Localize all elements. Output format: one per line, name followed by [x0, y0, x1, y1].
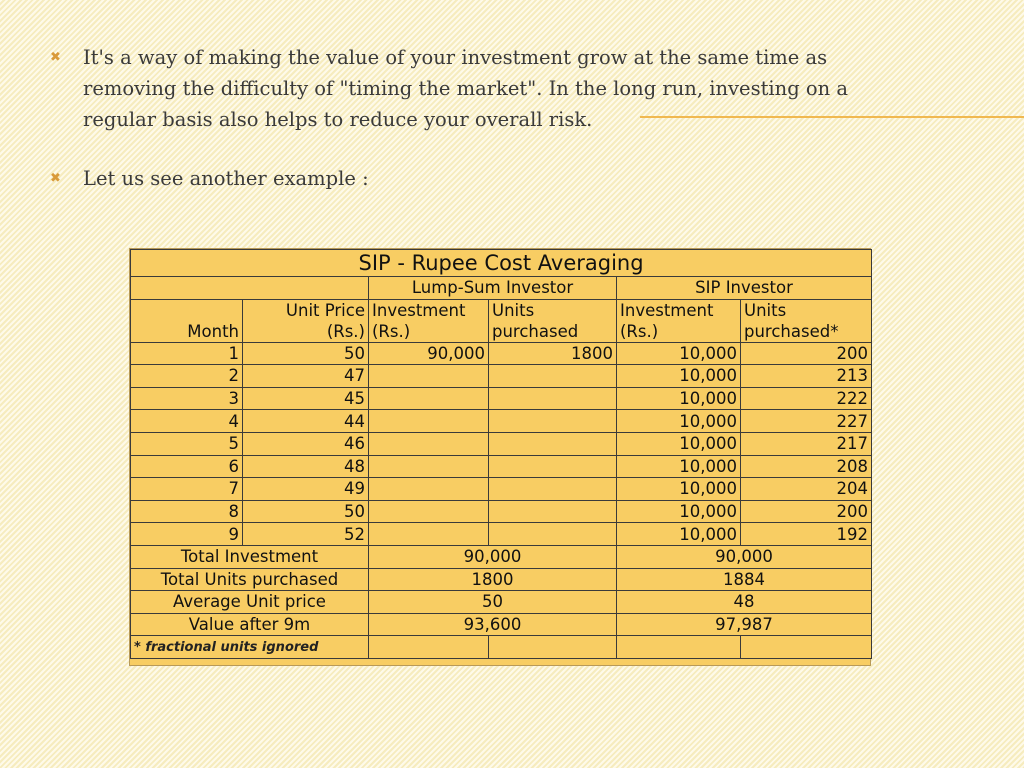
cell-sip-investment: 10,000 — [617, 523, 741, 546]
cell-sip-units: 204 — [741, 478, 872, 501]
cell-month: 6 — [131, 455, 243, 478]
group-header-lump-sum: Lump-Sum Investor — [369, 277, 617, 300]
cell-ls-units: 1800 — [489, 342, 617, 365]
bullet-list — [50, 42, 910, 194]
col-header-line: (Rs.) — [326, 321, 365, 341]
col-header-line: Unit Price — [285, 300, 365, 320]
col-header-ls-units — [489, 299, 617, 342]
cell-sip-investment: 10,000 — [617, 432, 741, 455]
cell-sip-investment: 10,000 — [617, 500, 741, 523]
cell-month: 8 — [131, 500, 243, 523]
summary-lump-sum: 93,600 — [369, 613, 617, 636]
summary-lump-sum: 1800 — [369, 568, 617, 591]
cell-ls-investment — [369, 432, 489, 455]
summary-label: Total Investment — [131, 545, 369, 568]
table-row — [131, 523, 872, 546]
col-header-line: (Rs.) — [620, 321, 659, 341]
cell-unit-price: 47 — [243, 365, 369, 388]
sip-table-image — [129, 248, 871, 666]
empty-cell — [617, 636, 741, 659]
cell-sip-units: 200 — [741, 500, 872, 523]
cell-ls-units — [489, 365, 617, 388]
col-header-sip-units — [741, 299, 872, 342]
table-row — [131, 500, 872, 523]
empty-cell — [369, 636, 489, 659]
cell-ls-units — [489, 410, 617, 433]
cell-ls-units — [489, 455, 617, 478]
summary-label: Value after 9m — [131, 613, 369, 636]
col-header-line: Investment — [372, 300, 466, 320]
cell-sip-investment: 10,000 — [617, 455, 741, 478]
cell-unit-price: 44 — [243, 410, 369, 433]
table-row — [131, 455, 872, 478]
cell-sip-units: 217 — [741, 432, 872, 455]
cell-unit-price: 50 — [243, 342, 369, 365]
cell-ls-units — [489, 523, 617, 546]
cell-sip-units: 208 — [741, 455, 872, 478]
cell-ls-investment: 90,000 — [369, 342, 489, 365]
table-row — [131, 342, 872, 365]
empty-cell — [741, 636, 872, 659]
cell-ls-investment — [369, 410, 489, 433]
col-header-line: Units — [492, 300, 535, 320]
col-header-line: Investment — [620, 300, 714, 320]
cell-unit-price: 52 — [243, 523, 369, 546]
summary-sip: 97,987 — [617, 613, 872, 636]
cell-ls-units — [489, 478, 617, 501]
cell-month: 9 — [131, 523, 243, 546]
cell-sip-units: 222 — [741, 387, 872, 410]
sip-table — [130, 249, 872, 659]
summary-lump-sum: 50 — [369, 591, 617, 614]
table-row — [131, 387, 872, 410]
group-header-sip: SIP Investor — [617, 277, 872, 300]
footnote-row — [131, 636, 872, 659]
col-header-line: purchased* — [744, 321, 839, 341]
cell-ls-investment — [369, 455, 489, 478]
table-title: SIP - Rupee Cost Averaging — [131, 250, 872, 277]
cell-sip-investment: 10,000 — [617, 387, 741, 410]
col-header-line: Units — [744, 300, 787, 320]
summary-row — [131, 591, 872, 614]
summary-sip: 1884 — [617, 568, 872, 591]
cell-sip-units: 213 — [741, 365, 872, 388]
cell-ls-investment — [369, 478, 489, 501]
cell-ls-units — [489, 500, 617, 523]
cell-month: 4 — [131, 410, 243, 433]
col-header-month: Month — [131, 299, 243, 342]
cell-ls-units — [489, 387, 617, 410]
summary-lump-sum: 90,000 — [369, 545, 617, 568]
summary-row — [131, 545, 872, 568]
cell-month: 2 — [131, 365, 243, 388]
cell-sip-investment: 10,000 — [617, 410, 741, 433]
cell-ls-investment — [369, 523, 489, 546]
table-row — [131, 365, 872, 388]
summary-sip: 48 — [617, 591, 872, 614]
col-header-line: purchased — [492, 321, 579, 341]
cell-unit-price: 48 — [243, 455, 369, 478]
cell-sip-units: 227 — [741, 410, 872, 433]
cell-sip-investment: 10,000 — [617, 365, 741, 388]
cell-sip-units: 192 — [741, 523, 872, 546]
summary-sip: 90,000 — [617, 545, 872, 568]
table-row — [131, 478, 872, 501]
table-footnote: * fractional units ignored — [131, 636, 369, 659]
summary-label: Average Unit price — [131, 591, 369, 614]
bullet-text: It's a way of making the value of your investment grow at the same time as removing the difficulty of "timing the market". In the long run, investing on a regular basis also helps to reduce your overall risk. — [83, 46, 849, 131]
col-header-sip-investment — [617, 299, 741, 342]
cell-unit-price: 46 — [243, 432, 369, 455]
cell-ls-units — [489, 432, 617, 455]
cell-sip-investment: 10,000 — [617, 342, 741, 365]
table-row — [131, 410, 872, 433]
cell-ls-investment — [369, 387, 489, 410]
cell-unit-price: 45 — [243, 387, 369, 410]
cell-sip-units: 200 — [741, 342, 872, 365]
col-header-ls-investment — [369, 299, 489, 342]
cell-month: 7 — [131, 478, 243, 501]
cell-sip-investment: 10,000 — [617, 478, 741, 501]
summary-label: Total Units purchased — [131, 568, 369, 591]
cross-bullet-icon: ✖ — [50, 50, 61, 65]
group-header-blank — [131, 277, 369, 300]
empty-cell — [489, 636, 617, 659]
bullet-text: Let us see another example : — [83, 167, 369, 190]
bullet-item — [50, 42, 910, 135]
cell-ls-investment — [369, 500, 489, 523]
summary-row — [131, 568, 872, 591]
cell-ls-investment — [369, 365, 489, 388]
cell-month: 5 — [131, 432, 243, 455]
cell-unit-price: 50 — [243, 500, 369, 523]
table-row — [131, 432, 872, 455]
cross-bullet-icon: ✖ — [50, 171, 61, 186]
cell-month: 1 — [131, 342, 243, 365]
col-header-line: (Rs.) — [372, 321, 411, 341]
summary-row — [131, 613, 872, 636]
cell-unit-price: 49 — [243, 478, 369, 501]
cell-month: 3 — [131, 387, 243, 410]
col-header-unit-price — [243, 299, 369, 342]
bullet-item — [50, 163, 910, 194]
